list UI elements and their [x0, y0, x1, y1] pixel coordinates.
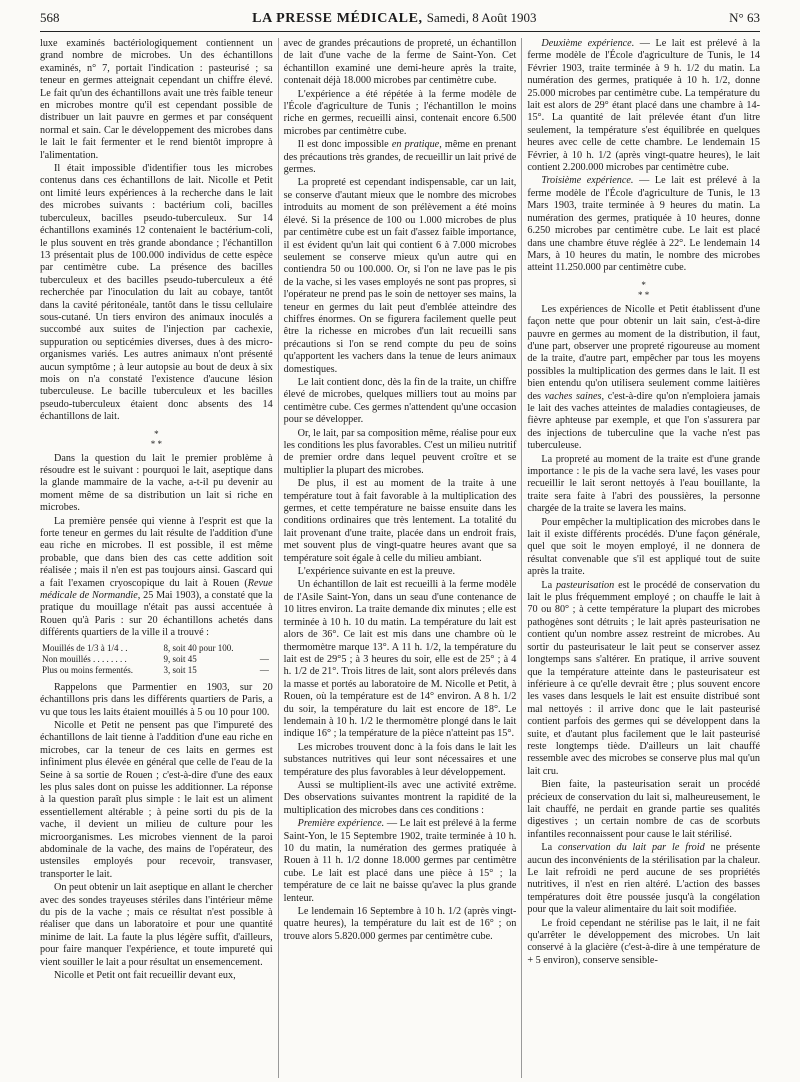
page-number: 568	[40, 10, 60, 25]
paragraph: avec de grandes précautions de propreté, un échantillon de lait d'une vache de la ferme de Saint-Yon. Cet échantillon examiné une demi-heure après la traite, contenait déjà 18.000 microbes par centimètre cube.	[283, 38, 517, 87]
paragraph: Nicolle et Petit ont fait recueillir devant eux,	[54, 970, 236, 982]
paragraph: Deuxième expérience. — Le lait est prélevé à la ferme modèle de l'École d'agriculture de Tunis, le 14 Février 1903, traite terminée à 9 h. 1/2 du matin. La numération des germes, pratiquée à 10 h. 1/2, donne 25.000 microbes par centimètre cube. La température du lait est alors de 29° étant placé dans une chambre à 14-15°. La quantité de lait prélevée étant d'un litre seulement, la température s'est équilibrée en quelques heures avec celle de cette chambre. Le lendemain 15 Février, à 10 h. 1/2 (après vingt-quatre heures), le lait contient 2.200.000 microbes par centimètre cube.	[527, 38, 761, 174]
paragraph: Dans la question du lait le premier problème à résoudre est le suivant : pourquoi le lait, aseptique dans la glande mammaire de la vache, a-t-il pu devenir au moment même de sa distribution un lait si riche en microbes.	[40, 452, 273, 514]
paragraph: La propreté est cependant indispensable, car un lait, se conserve d'autant mieux que le nombre des microbes introduits au moment de son prélèvement a été moins élevé. Si la présence de 100 ou 1.000 microbes de plus par centimètre cube est un fait d'assez faible importance, il est évident qu'un lait qui contient 6 à 7.000 microbes seulement se conserve mieux qu'un autre qui en contiendra 50 ou 100.000. Or, si l'on ne lave pas le pis de la vache, si les vases employés ne sont pas propres, si l'opérateur ne prend pas le soin de nettoyer ses mains, la teneur en germes du lait peut d'emblée atteindre des chiffres énormes. On se figurera facilement quelle peut être la richesse en microbes d'un lait recueilli sans précautions si l'on se rend compte du peu de soins qu'apportent les vachers dans la tenue de leurs animaux domestiques.	[283, 177, 517, 375]
table-cell	[256, 643, 273, 654]
emphasis: vaches saines	[544, 390, 602, 402]
mouillage-table	[40, 643, 273, 676]
paragraph: Or, le lait, par sa composition même, réalise pour eux les conditions les plus favorables. C'est un milieu nutritif de premier ordre dans lequel peuvent croître et se multiplier la plupart des microbes.	[283, 427, 517, 476]
paragraph: Il est donc impossible en pratique, même en prenant des précautions très grandes, de recueillir un lait privé de germes.	[283, 139, 517, 176]
paragraph: Les microbes trouvent donc à la fois dans le lait les substances nutritives qui leur sont nécessaires et une température des plus favorables à leur développement.	[283, 741, 517, 778]
table-row	[40, 654, 273, 665]
issue-date: Samedi, 8 Août 1903	[426, 10, 537, 25]
emphasis: en pratique	[391, 139, 440, 151]
paragraph: Nicolle et Petit ne pensent pas que l'impureté des échantillons de lait tienne à l'addition d'une eau riche en microbes, car la teneur de ces laits en germes est infiniment plus élevée en général que celle de l'eau de la Seine à sa sortie de Rouen ; c'est-à-dire d'une des eaux les plus sales dont on puisse les additionner. La réponse à la question paraît plus simple : le lait est un aliment essentiellement altérable ; à peine sorti du pis de la vache, il devient un milieu de culture pour les microorganismes. Les microbes viennent de la paroi abdominale de la vache, des mains de l'opérateur, des ustensiles employés pour recevoir, transvaser, transporter le lait.	[40, 719, 273, 880]
table-row	[40, 643, 273, 654]
paragraph: luxe examinés bactériologiquement contiennent un grand nombre de microbes. Un des échantillons examinés, n° 7, portait l'indication : pasteurisé ; sa teneur en germes atteignait cependant un chiffre élevé. Le fait qu'un des échantillons avait une très faible teneur en microbes montre qu'il est cependant possible de distribuer un lait pauvre en germes et par conséquent normal et sain. Car le développement des microbes dans le lait le fait fermenter et le rend bientôt impropre à l'alimentation.	[40, 38, 273, 161]
paragraph: L'expérience suivante en est la preuve.	[297, 566, 456, 578]
paragraph: Le lait contient donc, dès la fin de la traite, un chiffre élevé de microbes, quelques milliers tout au moins par centimètre cube. Ces germes n'attendent qu'une occasion pour se développer.	[283, 376, 517, 426]
emphasis: conservation du lait par le froid	[557, 842, 705, 854]
paragraph: Le lendemain 16 Septembre à 10 h. 1/2 (après vingt-quatre heures), la température du lait est de 16° ; on trouve alors 5.820.000 germes par centimètre cube.	[283, 906, 517, 942]
experiment-heading: Première expérience.	[297, 818, 385, 830]
paragraph: Troisième expérience. — Le lait est prélevé à la ferme modèle de l'École d'agriculture de Tunis, le 13 Mars 1903, traite terminée à 9 heures du matin. La numération des germes, pratiquée à 10 heures, donne 6.250 microbes par centimètre cube. Le lait est placé dans une chambre étuve réglée à 22°. Le lendemain 14 Mars, à 10 heures du matin, le nombre des microbes atteint 11.250.000 par centimètre cube.	[527, 175, 761, 274]
journal-title	[252, 10, 536, 27]
paragraph: La propreté au moment de la traite est d'une grande importance : le pis de la vache sera lavé, les vases pour recueillir le lait seront nettoyés à l'eau bouillante, la traite sera faite à l'abri des poussières, la personne chargée de la traite se lavera les mains.	[527, 453, 761, 515]
asterism-divider: * * *	[150, 428, 162, 449]
paragraph: Rappelons que Parmentier en 1903, sur 20 échantillons pris dans les différents quartiers de Paris, a vu que tous les laits étaient mouillés à 5 ou 10 pour 100.	[40, 681, 273, 718]
paragraph: Le froid cependant ne stérilise pas le lait, il ne fait qu'arrêter le développement des microbes. Un lait conservé à la glacière (c'est-à-dire à une température de + 5 environ), conserve sensible-	[527, 917, 761, 966]
paragraph: Un échantillon de lait est recueilli à la ferme modèle de l'Asile Saint-Yon, dans un seau d'une contenance de 10 litres environ. La traite demande dix minutes ; elle est terminée à 10 h. 10 du matin. La température du lait est alors de 36°. Ce lait est mis dans une chambre où le thermomètre marque 13°. A 11 h. 1/2, la température du lait est de 29°5 ; à 3 heures du soir, elle est de 25° ; à 4 h. 1/2 de 21°. Trois litres de lait, sont alors prélevés dans la masse et portés au laboratoire de M. Nicolle et Petit, à Rouen, où la température est de 14° environ. A 8 h. 1/2 du soir, la température du lait est encore de 18°. Le lendemain à 10 h. 1/2 le thermomètre plongé dans le lait indique 16° ; la température de la pièce n'atteint pas 15°.	[283, 579, 517, 740]
paragraph: Les expériences de Nicolle et Petit établissent d'une façon nette que pour obtenir un lait sain, c'est-à-dire pauvre en germes au moment de la distribution, il faut, d'une part, observer une propreté rigoureuse au moment de la traite, d'autre part, empêcher par tous les moyens possibles la multiplication des germes dans le lait. Il est bien entendu qu'on utilisera seulement comme laitières des vaches saines, c'est-à-dire qu'on n'emploiera jamais le lait des vaches atteintes de maladies contagieuses, de fièvre aphteuse par exemple, et que l'on s'assurera par des injections de tuberculine que la vache n'est pas tuberculeuse.	[527, 303, 761, 452]
paragraph: Première expérience. — Le lait est prélevé à la ferme Saint-Yon, le 15 Septembre 1902, traite terminée à 10 h. 10 du matin, la numération des germes pratiquée à Rouen à 11 h. 1/2 donne 18.000 germes par centimètre cube. Le lait est placé dans une pièce à 15° ; la température de ce lait ne baisse qu'avec la plus grande lenteur.	[283, 818, 517, 904]
paragraph: Aussi se multiplient-ils avec une activité extrême. Des observations suivantes montrent la rapidité de la multiplication des microbes dans ces conditions :	[283, 779, 517, 816]
column-3	[521, 38, 760, 1078]
issue-number: N° 63	[729, 10, 760, 25]
header-rule	[40, 31, 760, 32]
citation-title: Revue médicale de Normandie	[40, 577, 273, 602]
table-cell: 3, soit 15	[163, 664, 197, 675]
paragraph: Il était impossible d'identifier tous les microbes contenus dans ces échantillons de lait. Nicolle et Petit ont limité leurs expériences à la recherche dans le lait des microbes suivants : bactérium coli, bacilles tuberculeux, bacilles pseudo-tuberculeux. Sur 14 échantillons examinés 12 contenaient le bactérium-coli, le plus souvent en très grande abondance ; l'échantillon 13 présentait plus de 100.000 individus de cette espèce par centimètre cube. La présence des bacilles tuberculeux et des bacilles pseudo-tuberculeux a été recherchée par l'inoculation du lait au cobaye, tantôt dans la cavité péritonéale, tantôt dans le tissu cellulaire sous-cutané. Un tiers environ des animaux inoculés a succombé aux suites de l'injection par cachexie, suppuration ou septicémies diverses, dues à des micro-organismes variés. Les autres animaux n'ont présenté aucun symptôme ; à leur autopsie au bout de deux à six mois on n'a constaté l'existence d'aucune lésion tuberculeuse. Le bacille tuberculeux et les bacilles pseudo-tuberculeux étaient donc absents des 14 échantillons de lait.	[40, 163, 273, 423]
table-row	[40, 665, 273, 676]
table-cell: Non mouillés . . . . . . . .	[42, 653, 127, 664]
column-2	[278, 38, 522, 1078]
journal-name: LA PRESSE MÉDICALE,	[252, 11, 423, 26]
experiment-heading: Troisième expérience.	[541, 175, 634, 187]
page-header	[40, 10, 760, 30]
table-cell: 8, soit 40 pour 100.	[163, 642, 234, 653]
table-cell: —	[259, 653, 269, 664]
table-cell: Mouillés de 1/3 à 1/4 . .	[42, 642, 128, 653]
table-cell: Plus ou moins fermentés.	[42, 664, 133, 675]
asterism-divider: * * *	[638, 279, 650, 300]
paragraph: L'expérience a été répétée à la ferme modèle de l'École d'agriculture de Tunis ; l'échantillon le moins riche en germes, recueilli ainsi, contenait encore 6.500 microbes par centimètre cube.	[283, 88, 517, 137]
emphasis: pasteurisation	[555, 579, 615, 591]
paragraph: La pasteurisation est le procédé de conservation du lait le plus fréquemment employé ; on chauffe le lait à 70 ou 80° ; à cette température la plupart des microbes pathogènes sont détruits ; le lait après pasteurisation ne contient qu'un nombre assez restreint de microbes. Au sortir du pasteurisateur le lait peut se conserver assez longtemps sans s'altérer. En pratique, il arrive souvent que la température atteinte dans le pasteurisateur est inférieure à ce qu'elle devrait être ; plus souvent encore les vases dans lesquels le lait est ensuite distribué sont mal nettoyés : il arrive donc que le lait pasteurisé contient parfois des germes qui se développent dans la suite, et d'autant plus facilement que le lait pasteurisé reste longtemps tiède. D'ailleurs un lait chauffé ressemble avec des microbes se conserve plus mal qu'un lait cru.	[527, 579, 761, 777]
paragraph: Bien faite, la pasteurisation serait un procédé précieux de conservation du lait si, malheureusement, le lait chauffé, ne perdait en grande partie ses qualités digestives ; un certain nombre de cas de scorbuts infantiles reconnaissent pour cause le lait stérilisé.	[527, 779, 761, 840]
paragraph: Pour empêcher la multiplication des microbes dans le lait il existe différents procédés. D'une façon générale, quel que soit le moyen employé, il ne donnera de résultat convenable que s'il est appliqué tout de suite après la traite.	[527, 516, 761, 578]
experiment-heading: Deuxième expérience.	[541, 38, 635, 49]
paragraph: On peut obtenir un lait aseptique en allant le chercher avec des sondes trayeuses stériles dans l'intérieur même du pis de la vache ; mais ce résultat n'est possible à réaliser que dans un laboratoire et pour une quantité minime de lait. La faute la plus légère suffit, d'ailleurs, pour faire manquer l'expérience, et toute impureté qui vient souiller le lait a pour résultat un ensemencement.	[40, 882, 273, 968]
column-1	[40, 38, 278, 1078]
paragraph: La conservation du lait par le froid ne présente aucun des inconvénients de la stérilisation par la chaleur. Le lait refroidi ne perd aucune de ses propriétés nutritives, il n'est en rien altéré. L'action des basses températures doit être poussée jusqu'à la congélation pour que la valeur alimentaire du lait soit modifiée.	[527, 842, 761, 916]
table-cell: 9, soit 45	[163, 653, 197, 664]
article-columns	[40, 38, 760, 1078]
paragraph: De plus, il est au moment de la traite à une température tout à fait favorable à la multiplication des germes, et cette température ne baisse ensuite dans les conditions ordinaires que très lentement. La totalité du lait provenant d'une traite, placée dans un endroit frais, met souvent plus de vingt-quatre heures avant que sa température soit égale à celle du milieu ambiant.	[283, 478, 517, 564]
table-cell: —	[259, 664, 269, 675]
paragraph: La première pensée qui vienne à l'esprit est que la forte teneur en germes du lait résulte de l'addition d'une eau riche en microbes. Il est possible, il est même probable, que dans bien des cas cette addition soit réalisée ; mais il n'en est pas toujours ainsi. Gascard qui a fait l'examen cryoscopique du lait à Rouen (Revue médicale de Normandie, 25 Mai 1903), a constaté que la pratique du mouillage n'était pas aussi accentuée à Rouen qu'à Paris : sur 20 échantillons achetés dans différents quartiers de la ville il a trouvé :	[40, 515, 273, 639]
